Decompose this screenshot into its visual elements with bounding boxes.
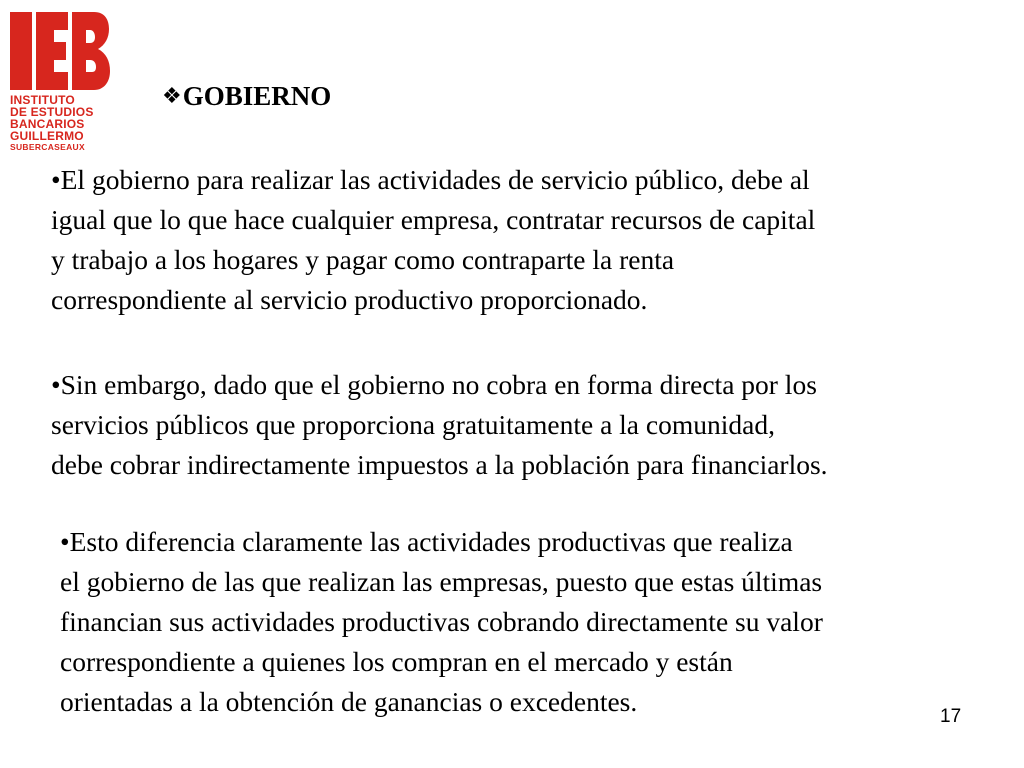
paragraph-line: el gobierno de las que realizan las empresas, puesto que estas últimas [60, 566, 823, 597]
paragraph-line: igual que lo que hace cualquier empresa, contratar recursos de capital [51, 204, 816, 235]
paragraph-line: orientadas a la obtención de ganancias o excedentes. [60, 686, 638, 717]
institute-logo [10, 12, 132, 162]
paragraph-line: •Esto diferencia claramente las actividades productivas que realiza [60, 526, 793, 557]
logo-line: GUILLERMO [10, 129, 84, 143]
paragraph-line: correspondiente a quienes los compran en el mercado y están [60, 646, 733, 677]
paragraph-line: •Sin embargo, dado que el gobierno no cobra en forma directa por los [51, 369, 817, 400]
logo-line: SUBERCASEAUX [10, 142, 85, 152]
paragraph-line: debe cobrar indirectamente impuestos a la población para financiarlos. [51, 449, 828, 480]
bullet-paragraph [60, 522, 823, 722]
logo-text [10, 94, 130, 152]
paragraph-line: financian sus actividades productivas cobrando directamente su valor [60, 606, 823, 637]
bullet-paragraph [51, 365, 828, 485]
page-number: 17 [940, 706, 962, 727]
paragraph-line: y trabajo a los hogares y pagar como contraparte la renta [51, 244, 675, 275]
logo-mark-icon [10, 12, 110, 90]
paragraph-line: •El gobierno para realizar las actividades de servicio público, debe al [51, 164, 810, 195]
heading-text: GOBIERNO [182, 81, 332, 111]
slide-heading [162, 78, 331, 114]
logo-line: DE ESTUDIOS [10, 105, 94, 119]
paragraph-line: correspondiente al servicio productivo proporcionado. [51, 284, 648, 315]
logo-line: BANCARIOS [10, 117, 85, 131]
paragraph-line: servicios públicos que proporciona gratuitamente a la comunidad, [51, 409, 775, 440]
logo-line: INSTITUTO [10, 93, 75, 107]
bullet-paragraph [51, 160, 815, 320]
diamond-bullet-icon: ❖ [162, 83, 182, 108]
